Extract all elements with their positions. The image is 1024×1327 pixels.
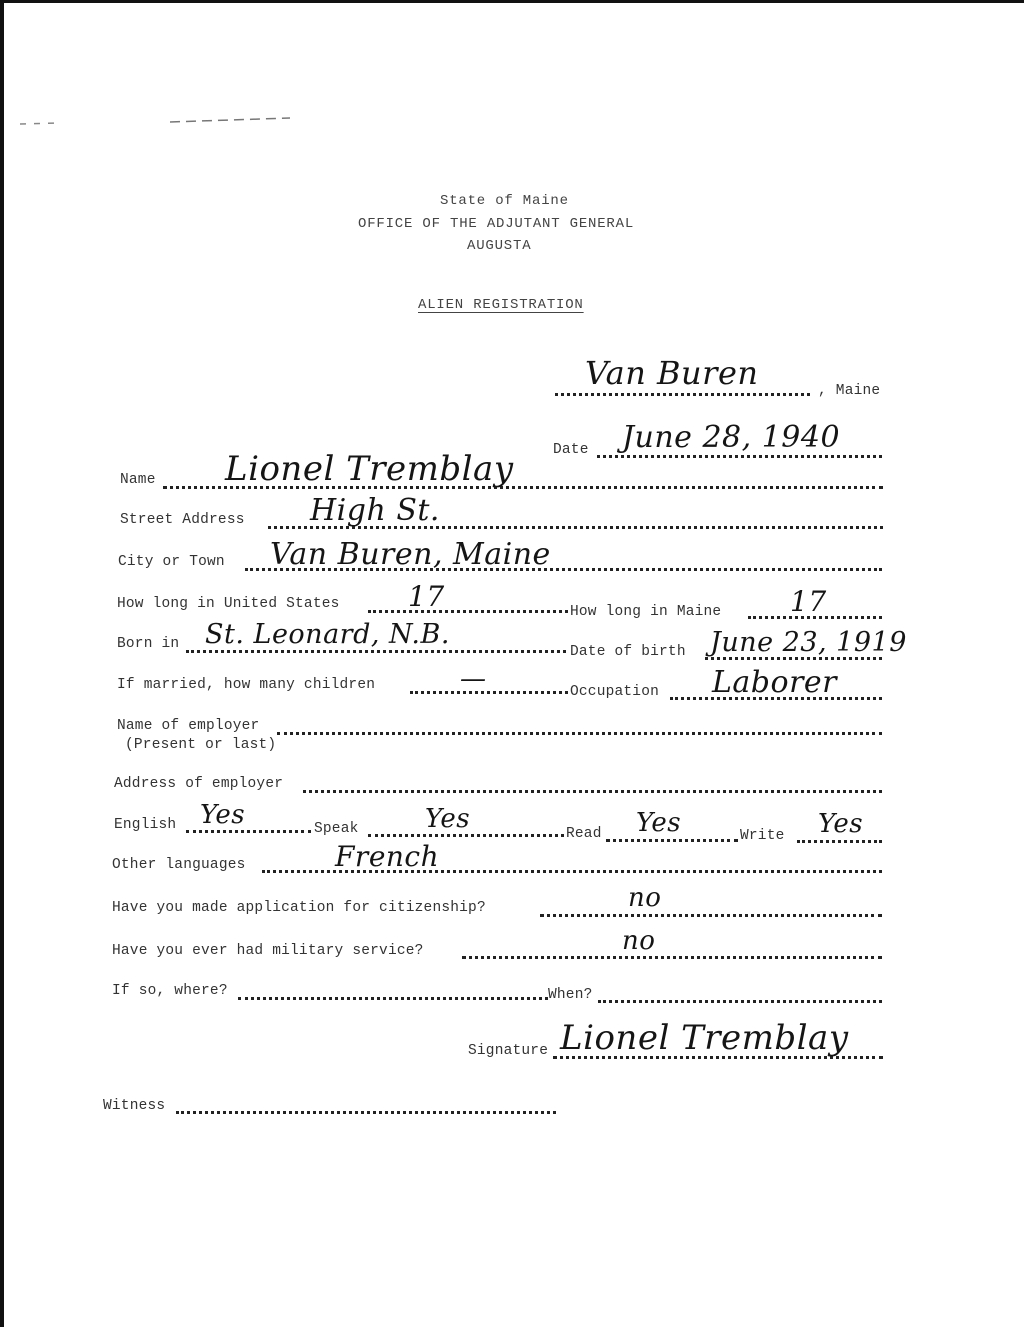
read-value: Yes bbox=[636, 808, 682, 838]
scan-smudge bbox=[20, 115, 290, 127]
scan-border-top bbox=[0, 0, 1024, 3]
how-long-us-value: 17 bbox=[408, 580, 445, 613]
header-city: AUGUSTA bbox=[467, 238, 532, 254]
city-label: City or Town bbox=[118, 554, 225, 570]
date-of-birth-label: Date of birth bbox=[570, 644, 686, 660]
scan-border-left bbox=[0, 0, 4, 1327]
signature-label: Signature bbox=[468, 1043, 549, 1059]
speak-value: Yes bbox=[425, 804, 471, 834]
date-line bbox=[597, 455, 882, 458]
header-state: State of Maine bbox=[440, 193, 569, 209]
how-long-us-label: How long in United States bbox=[117, 596, 340, 612]
street-value: High St. bbox=[310, 493, 440, 528]
name-value: Lionel Tremblay bbox=[225, 449, 514, 489]
citizenship-value: no bbox=[628, 883, 662, 913]
date-label: Date bbox=[553, 442, 589, 458]
date-value: June 28, 1940 bbox=[622, 420, 841, 455]
form-title: ALIEN REGISTRATION bbox=[418, 297, 584, 313]
citizenship-line bbox=[540, 914, 882, 917]
military-line bbox=[462, 956, 882, 959]
write-label: Write bbox=[740, 828, 785, 844]
city-value: Van Buren, Maine bbox=[270, 537, 551, 572]
when-line bbox=[598, 1000, 882, 1003]
english-value: Yes bbox=[200, 800, 246, 830]
employer-name-line bbox=[277, 732, 882, 735]
married-children-value: — bbox=[460, 664, 487, 694]
if-so-where-line bbox=[238, 997, 548, 1000]
employer-name-sublabel: (Present or last) bbox=[125, 737, 277, 753]
occupation-value: Laborer bbox=[712, 665, 838, 700]
place-line bbox=[555, 393, 810, 396]
born-in-label: Born in bbox=[117, 636, 180, 652]
street-label: Street Address bbox=[120, 512, 245, 528]
when-label: When? bbox=[548, 987, 593, 1003]
how-long-maine-value: 17 bbox=[790, 585, 827, 618]
speak-label: Speak bbox=[314, 821, 359, 837]
occupation-label: Occupation bbox=[570, 684, 660, 700]
name-label: Name bbox=[120, 472, 156, 488]
place-state-label: , Maine bbox=[818, 383, 881, 399]
witness-line bbox=[176, 1111, 556, 1114]
how-long-maine-label: How long in Maine bbox=[570, 604, 722, 620]
english-label: English bbox=[114, 817, 177, 833]
military-label: Have you ever had military service? bbox=[112, 943, 424, 959]
employer-address-label: Address of employer bbox=[114, 776, 284, 792]
speak-line bbox=[368, 834, 564, 837]
date-of-birth-value: June 23, 1919 bbox=[710, 627, 907, 658]
write-line bbox=[797, 840, 882, 843]
military-value: no bbox=[622, 926, 656, 956]
employer-address-line bbox=[303, 790, 882, 793]
married-children-label: If married, how many children bbox=[117, 677, 376, 693]
citizenship-label: Have you made application for citizenship? bbox=[112, 900, 486, 916]
other-languages-value: French bbox=[335, 840, 440, 873]
born-in-line bbox=[186, 650, 566, 653]
read-label: Read bbox=[566, 826, 602, 842]
other-languages-label: Other languages bbox=[112, 857, 246, 873]
if-so-where-label: If so, where? bbox=[112, 983, 228, 999]
place-value: Van Buren bbox=[585, 354, 759, 392]
english-line bbox=[186, 830, 311, 833]
born-in-value: St. Leonard, N.B. bbox=[205, 619, 450, 650]
how-long-us-line bbox=[368, 610, 568, 613]
employer-name-label: Name of employer bbox=[117, 718, 260, 734]
read-line bbox=[606, 839, 738, 842]
signature-value: Lionel Tremblay bbox=[560, 1018, 849, 1058]
header-office: OFFICE OF THE ADJUTANT GENERAL bbox=[358, 216, 635, 232]
write-value: Yes bbox=[818, 809, 864, 839]
married-children-line bbox=[410, 691, 568, 694]
witness-label: Witness bbox=[103, 1098, 166, 1114]
